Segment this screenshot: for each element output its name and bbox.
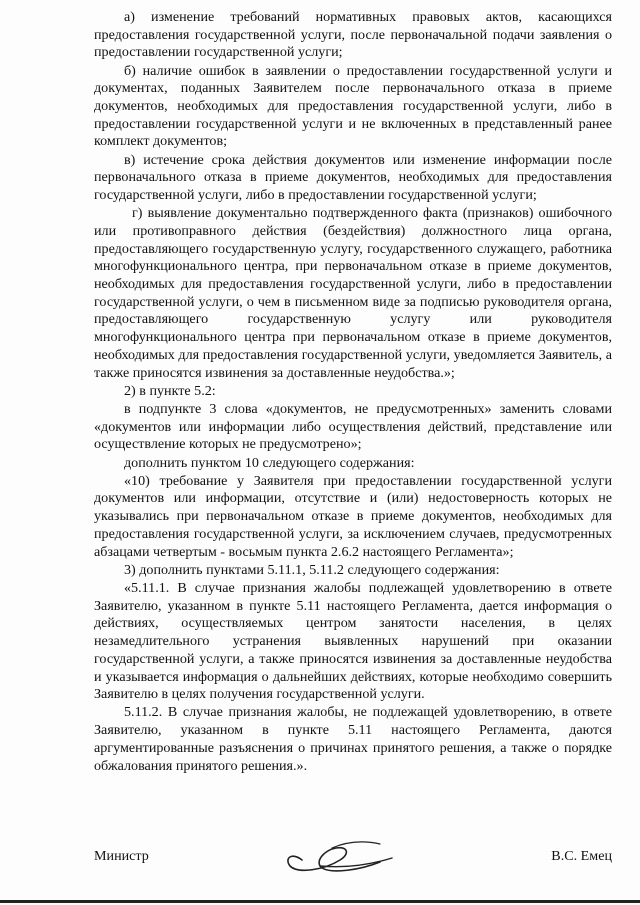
handwritten-signature <box>262 830 412 888</box>
paragraph-5-11-2: 5.11.2. В случае признания жалобы, не подлежащей удовлетворению, в ответе Заявителю, указанном в пункте 5.11 настоящего Регламента, даются аргументированные разъяснения о причинах принятого решения, а также о порядке обжалования принятого решения.». <box>94 704 612 774</box>
paragraph-point-2: 2) в пункте 5.2: <box>124 382 216 399</box>
signature-block <box>94 848 612 888</box>
paragraph-5-11-1: «5.11.1. В случае признания жалобы подлежащей удовлетворению в ответе Заявителю, указанном в пункте 5.11 настоящего Регламента, дается информация о действиях, осуществляемых центром занятости населения, в целях незамедлительного устранения выявленных нарушений при оказании государственной услуги, а также приносятся извинения за доставленные неудобства и указывается информация о дальнейших действиях, которые необходимо совершить Заявителю в целях получения государственной услуги. <box>94 580 612 703</box>
page-bottom-border <box>0 900 640 903</box>
signer-title: Министр <box>94 848 149 864</box>
document-body <box>94 9 612 775</box>
paragraph-item-a: а) изменение требований нормативных правовых актов, касающихся предоставления государственной услуги, после первоначальной подачи заявления о предоставлении государственной услуги; <box>94 9 612 61</box>
paragraph-item-v: в) истечение срока действия документов или изменение информации после первоначального отказа в приеме документов, необходимых для предоставления государственной услуги, либо в предоставлении государственной услуги; <box>94 151 612 204</box>
paragraph-subpoint-3: в подпункте 3 слова «документов, не предусмотренных» заменить словами «документов или информации либо осуществления действий, представление или осуществление которых не предусмотрено»; <box>94 400 612 453</box>
paragraph-add-point-10: дополнить пунктом 10 следующего содержания: <box>124 454 415 471</box>
paragraph-item-b: б) наличие ошибок в заявлении о предоставлении государственной услуги и документах, поданных Заявителем после первоначального отказа в приеме документов, необходимых для предоставления государственной услуги, либо в предоставлении государственной услуги и не включенных в представленный ранее комплект документов; <box>94 62 612 150</box>
paragraph-point-3: 3) дополнить пунктами 5.11.1, 5.11.2 следующего содержания: <box>124 561 500 578</box>
paragraph-item-g: г) выявление документально подтвержденного факта (признаков) ошибочного или противоправного действия (бездействия) должностного лица органа, предоставляющего государственную услугу, государственного служащего, работника многофункционального центра, при первоначальном отказе в приеме документов, необходимых для предоставления государственной услуги, либо в предоставлении государственной услуги, о чем в письменном виде за подписью руководителя органа, предоставляющего государственную услугу или руководителя многофункционального центра при первоначальном отказе в приеме документов, необходимых для предоставления государственной услуги, уведомляется Заявитель, а также приносятся извинения за доставленные неудобства.»; <box>94 205 612 381</box>
paragraph-point-10-text: «10) требование у Заявителя при предоставлении государственной услуги документов или информации, отсутствие и (или) недостоверность которых не указывались при первоначальном отказе в приеме документов, необходимых для предоставления государственной услуги, за исключением случаев, предусмотренных абзацами четвертым - восьмым пункта 2.6.2 настоящего Регламента»; <box>94 472 612 560</box>
signer-name: В.С. Емец <box>551 848 612 864</box>
